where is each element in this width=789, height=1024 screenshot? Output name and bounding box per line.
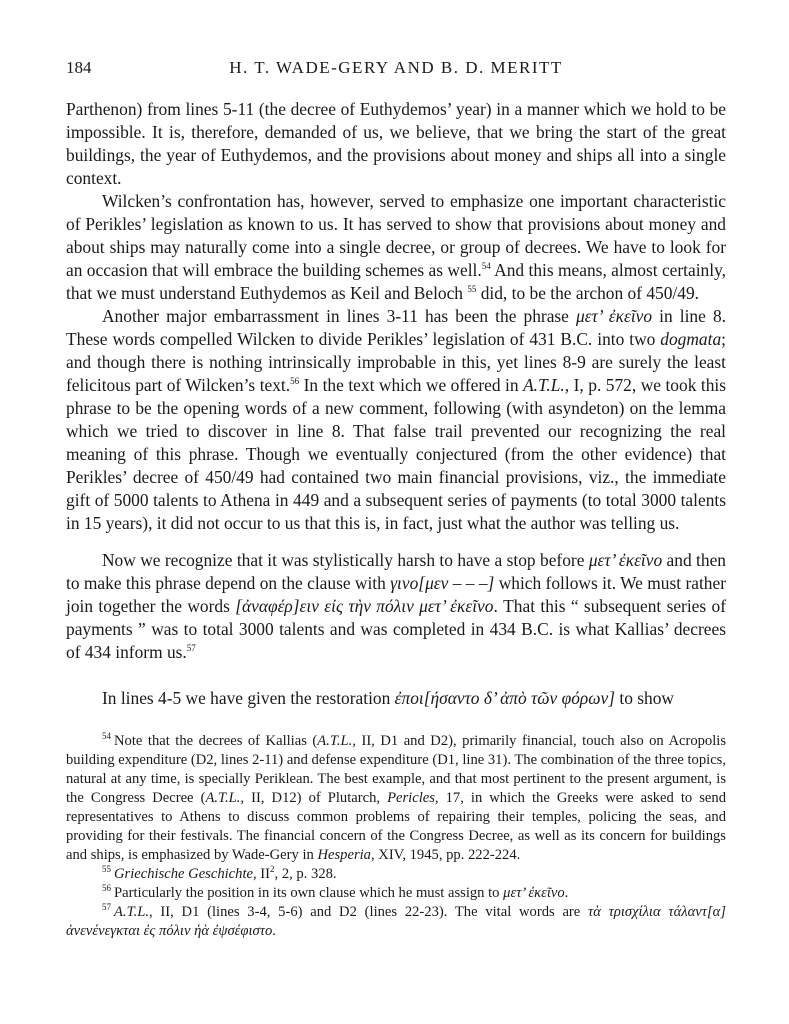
- footnote-ref-56[interactable]: 56: [290, 376, 300, 387]
- paragraph-3-text-d: ; and though there is nothing intrinsically improbable in this, yet lines 8-9 are surely the least felicitous part of Wilcken’s text.: [66, 329, 726, 395]
- paragraph-4-text-e: is what Kallias’ decrees of 434 inform us.: [66, 619, 726, 662]
- footnote-text: .: [564, 885, 569, 901]
- footnote-text: , 2, p. 328.: [274, 866, 337, 882]
- greek-phrase: ἐποι[ήσαντο δ’ ἀπὸ τῶν φόρων]: [394, 688, 616, 708]
- italic-citation: A.T.L.: [114, 904, 150, 920]
- paragraph-4-text-b: and then to make this phrase depend on the clause with: [66, 550, 726, 593]
- footnote-text: , II, D12) of Plutarch,: [240, 790, 388, 806]
- greek-phrase: τὰ τρισχίλια τάλαντ[α] ἀνενένεγκται ἐς πόλιν ἡὰ ἐψσέφιστο: [66, 904, 726, 939]
- paragraph-2: [66, 190, 726, 305]
- paragraph-2-text-b: And this means, almost certainly, that we must understand Euthydemos as Keil and Beloch: [66, 260, 726, 303]
- paragraph-3-text-e: In the text which we offered in: [299, 375, 524, 395]
- footnote-ref-54[interactable]: 54: [481, 261, 491, 272]
- italic-citation: A.T.L.: [317, 733, 353, 749]
- era-abbrev: B.C.: [521, 619, 554, 639]
- paragraph-4: [66, 549, 726, 664]
- greek-phrase: γινο[μεν – – –]: [390, 573, 495, 593]
- greek-phrase: [ἀναφέρ]ειν εἰς τὴν πόλιν μετ’ ἐκεῖνο: [235, 596, 494, 616]
- footnote-text: , II: [253, 866, 271, 882]
- paragraph-1-text: Parthenon) from lines 5-11 (the decree of Euthydemos’ year) in a manner which we hold to be impossible. It is, therefore, demanded of us, we believe, that we bring the start of the great buildings, the year of Euthydemos, and the provisions about money and ships all into a single context.: [66, 99, 726, 188]
- footnote-text: Note that the decrees of Kallias (: [114, 733, 318, 749]
- footnote-number: 56: [102, 883, 111, 894]
- footnote-56: [66, 884, 726, 903]
- paragraph-3-text-a: Another major embarrassment in lines 3-11 has been the phrase: [102, 306, 576, 326]
- footnote-text: Particularly the position in its own clause which he must assign to: [114, 885, 504, 901]
- paragraph-2-text-c: did, to be the archon of 450/49.: [476, 283, 700, 303]
- paragraph-1: [66, 98, 726, 190]
- footnote-text: .: [272, 923, 276, 939]
- footnote-text: , II, D1 (lines 3-4, 5-6) and D2 (lines 22-23). The vital words are: [149, 904, 589, 920]
- paragraph-3-text-c: into two: [592, 329, 661, 349]
- italic-title: Griechische Geschichte: [114, 866, 253, 882]
- footnote-number: 57: [102, 902, 111, 913]
- edition-superscript: 2: [270, 864, 275, 875]
- footnote-text: , II, D1 and D2), primarily financial, touch also on Acropolis building expenditure (D2, lines 2-11) and defense expenditure (D1, line 31). The combination of the three topics, natural at any time, is specially Periklean. The best example, and that most pertinent to the present argument, is the Congress Decree (: [66, 733, 726, 806]
- paragraph-2-text-a: Wilcken’s confrontation has, however, served to emphasize one important characteristic of Perikles’ legislation as known to us. It has served to show that provisions about money and about ships may naturally come into a single decree, or group of decrees. We have to look for an occasion that will embrace the building schemes as well.: [66, 191, 726, 280]
- paragraph-4-text-d: . That this “ subsequent series of payments ” was to total 3000 talents and was completed in 434: [66, 596, 726, 639]
- paragraph-4-text-c: which follows it. We must rather join together the words: [66, 573, 726, 616]
- italic-term: dogmata: [660, 329, 722, 349]
- paragraph-5-text-b: to show: [615, 688, 674, 708]
- footnote-text: , 17, in which the Greeks were asked to send representatives to Athens to discuss common problems of repairing their temples, policing the seas, and providing for their festivals. The financial concern of the Congress Decree, as well as its concern for buildings and ships, is emphasized by Wade-Gery in: [66, 790, 726, 863]
- paragraph-3-text-b: in line 8. These words compelled Wilcken to divide Perikles’ legislation of 431: [66, 306, 726, 349]
- body-text: [66, 98, 726, 710]
- greek-phrase: μετ’ ἐκεῖνο: [576, 306, 653, 326]
- paragraph-3-text-f: , I, p. 572, we took this phrase to be the opening words of a new comment, following (with asyndeton) on the lemma which we tried to discover in line 8. That false trail prevented our recognizing the real meaning of this phrase. Though we eventually conjectured (from the other evidence) that Perikles’ decree of 450/49 had contained two main financial provisions, viz., the immediate gift of 5000 talents to Athena in 449 and a subsequent series of payments (to total 3000 talents in 15 years), it did not occur to us that this is, in fact, just what the author was telling us.: [66, 375, 727, 533]
- footnote-number: 55: [102, 864, 111, 875]
- page-number: 184: [66, 58, 92, 77]
- footnote-54: [66, 732, 726, 865]
- document-page: [66, 58, 726, 941]
- italic-citation: A.T.L.: [523, 375, 565, 395]
- page-header: [66, 58, 726, 86]
- paragraph-5-text-a: In lines 4-5 we have given the restoration: [102, 688, 395, 708]
- italic-title: Hesperia: [317, 847, 371, 863]
- paragraph-3: [66, 305, 726, 535]
- footnote-57: [66, 903, 726, 941]
- italic-title: Pericles: [387, 790, 435, 806]
- footnote-55: [66, 865, 726, 884]
- footnote-ref-57[interactable]: 57: [186, 643, 196, 654]
- running-title: H. T. WADE-GERY AND B. D. MERITT: [229, 58, 563, 77]
- footnote-text: , XIV, 1945, pp. 222-224.: [370, 847, 521, 863]
- footnote-ref-55[interactable]: 55: [467, 284, 477, 295]
- italic-citation: A.T.L.: [205, 790, 241, 806]
- greek-phrase: μετ’ ἐκεῖνο: [503, 885, 565, 901]
- paragraph-4-text-a: Now we recognize that it was stylistically harsh to have a stop before: [102, 550, 589, 570]
- paragraph-5: [66, 687, 726, 710]
- era-abbrev: B.C.: [560, 329, 593, 349]
- footnotes: [66, 732, 726, 941]
- greek-phrase: μετ’ ἐκεῖνο: [588, 550, 663, 570]
- footnote-number: 54: [102, 731, 111, 742]
